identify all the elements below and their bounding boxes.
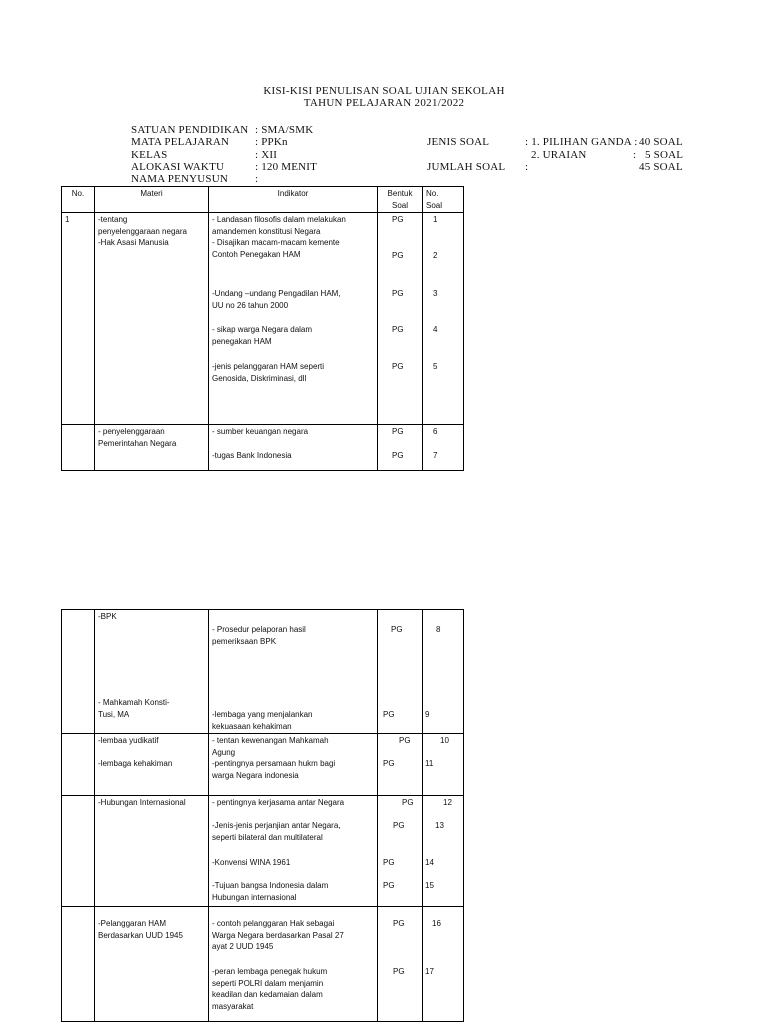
bentuk-value: PG [383, 759, 395, 768]
bentuk-value: PG [392, 289, 404, 298]
alokasi-value: : 120 MENIT [255, 161, 318, 173]
jenis-pg-value: 40 SOAL [639, 136, 683, 148]
bentuk-value: PG [383, 881, 395, 890]
indikator-text: -Undang –undang Pengadilan HAM, UU no 26 tahun 2000 [212, 289, 341, 310]
nomor-value: 12 [443, 798, 452, 807]
indikator-text: -Jenis-jenis perjanjian antar Negara, seperti bilateral dan multilateral [212, 821, 341, 842]
materi-text: -tentang penyelenggaraan negara -Hak Asasi Manusia [98, 215, 187, 247]
document-subtitle: TAHUN PELAJARAN 2021/2022 [303, 97, 465, 109]
header-no-soal: No. Soal [423, 187, 464, 213]
indikator-text: -jenis pelanggaran HAM seperti Genosida, Diskriminasi, dll [212, 362, 325, 383]
kisi-table-1 [61, 186, 464, 471]
cell-bentuk [378, 213, 423, 425]
table-row [62, 213, 464, 425]
bentuk-value: PG [392, 427, 404, 436]
cell-materi [95, 425, 209, 471]
materi-text: - penyelenggaraan Pemerintahan Negara [98, 427, 177, 448]
nama-label: NAMA PENYUSUN [131, 173, 229, 185]
cell-no [62, 425, 95, 471]
satuan-label: SATUAN PENDIDIKAN [131, 124, 249, 136]
table-row [62, 796, 464, 907]
cell-no [62, 907, 95, 1022]
cell-indikator [209, 907, 378, 1022]
cell-nomor [423, 610, 464, 734]
nomor-value: 17 [425, 967, 434, 976]
cell-bentuk [378, 425, 423, 471]
jumlah-value: 45 SOAL [639, 161, 683, 173]
cell-bentuk [378, 734, 423, 796]
cell-materi [95, 796, 209, 907]
header-indikator: Indikator [209, 187, 378, 213]
indikator-text: -Konvensi WINA 1961 [212, 858, 291, 867]
cell-nomor [423, 213, 464, 425]
row-number: 1 [65, 215, 70, 224]
indikator-text: -pentingnya persamaan hukm bagi warga Negara indonesia [212, 759, 336, 780]
header-no: No. [62, 187, 95, 213]
cell-no [62, 796, 95, 907]
indikator-text: - sumber keuangan negara [212, 427, 309, 436]
nomor-value: 6 [433, 427, 438, 436]
cell-indikator [209, 610, 378, 734]
bentuk-value: PG [392, 215, 404, 224]
bentuk-value: PG [392, 451, 404, 460]
mapel-label: MATA PELAJARAN [131, 136, 230, 148]
indikator-text: - contoh pelanggaran Hak sebagai Warga Negara berdasarkan Pasal 27 ayat 2 UUD 1945 [212, 919, 344, 951]
bentuk-value: PG [393, 967, 405, 976]
nomor-value: 15 [425, 881, 434, 890]
cell-bentuk [378, 796, 423, 907]
nomor-value: 14 [425, 858, 434, 867]
jenis-label: JENIS SOAL [427, 136, 490, 148]
kisi-table-2 [61, 609, 464, 1022]
cell-nomor [423, 907, 464, 1022]
nomor-value: 5 [433, 362, 438, 371]
cell-materi [95, 734, 209, 796]
indikator-text: - Landasan filosofis dalam melakukan amandemen konstitusi Negara [212, 215, 346, 236]
bentuk-value: PG [391, 625, 403, 634]
alokasi-label: ALOKASI WAKTU [131, 161, 225, 173]
cell-nomor [423, 425, 464, 471]
nomor-value: 1 [433, 215, 438, 224]
bentuk-value: PG [402, 798, 414, 807]
materi-text: -Hubungan Internasional [98, 798, 186, 807]
indikator-text: - tentan kewenangan Mahkamah Agung [212, 736, 329, 757]
nama-value: : [255, 173, 259, 185]
materi-text: -lembaa yudikatif [98, 736, 159, 745]
table-header-row [62, 187, 464, 213]
cell-materi [95, 213, 209, 425]
nomor-value: 10 [440, 736, 449, 745]
cell-materi [95, 610, 209, 734]
mapel-value: : PPKn [255, 136, 288, 148]
table-row [62, 425, 464, 471]
cell-no [62, 610, 95, 734]
bentuk-value: PG [383, 710, 395, 719]
nomor-value: 3 [433, 289, 438, 298]
bentuk-value: PG [383, 858, 395, 867]
bentuk-value: PG [392, 325, 404, 334]
kelas-value: : XII [255, 149, 278, 161]
cell-no [62, 734, 95, 796]
uraian-value: 5 SOAL [645, 149, 684, 161]
bentuk-value: PG [393, 919, 405, 928]
nomor-value: 4 [433, 325, 438, 334]
document-title: KISI-KISI PENULISAN SOAL UJIAN SEKOLAH [263, 85, 505, 97]
materi-text: -lembaga kehakiman [98, 759, 173, 768]
indikator-text: - Prosedur pelaporan hasil pemeriksaan BPK [212, 625, 306, 646]
materi-text: - Mahkamah Konsti- Tusi, MA [98, 698, 170, 719]
nomor-value: 16 [432, 919, 441, 928]
jenis-colon: : 1. PILIHAN GANDA : [525, 136, 638, 148]
cell-bentuk [378, 907, 423, 1022]
table-row [62, 734, 464, 796]
cell-indikator [209, 734, 378, 796]
uraian-colon: : [633, 149, 637, 161]
indikator-text: -tugas Bank Indonesia [212, 451, 292, 460]
indikator-text: -Tujuan bangsa Indonesia dalam Hubungan internasional [212, 881, 329, 902]
bentuk-value: PG [399, 736, 411, 745]
kelas-label: KELAS [131, 149, 168, 161]
cell-no [62, 213, 95, 425]
nomor-value: 7 [433, 451, 438, 460]
cell-materi [95, 907, 209, 1022]
table-row [62, 907, 464, 1022]
indikator-text: - sikap warga Negara dalam penegakan HAM [212, 325, 313, 346]
bentuk-value: PG [393, 821, 405, 830]
header-bentuk-soal: Bentuk Soal [378, 187, 423, 213]
indikator-text: -peran lembaga penegak hukum seperti POLRI dalam menjamin keadilan dan kedamaian dalam masyarakat [212, 967, 328, 1011]
uraian-label: 2. URAIAN [531, 149, 587, 161]
indikator-text: - pentingnya kerjasama antar Negara [212, 798, 345, 807]
jumlah-label: JUMLAH SOAL [427, 161, 506, 173]
nomor-value: 13 [435, 821, 444, 830]
cell-nomor [423, 796, 464, 907]
indikator-text: - Disajikan macam-macam kemente Contoh Penegakan HAM [212, 238, 340, 259]
materi-text: -BPK [98, 612, 117, 621]
nomor-value: 2 [433, 251, 438, 260]
table-row [62, 610, 464, 734]
cell-indikator [209, 425, 378, 471]
cell-nomor [423, 734, 464, 796]
cell-indikator [209, 796, 378, 907]
cell-indikator [209, 213, 378, 425]
jumlah-colon: : [525, 161, 529, 173]
nomor-value: 8 [436, 625, 441, 634]
bentuk-value: PG [392, 251, 404, 260]
nomor-value: 9 [425, 710, 430, 719]
indikator-text: -lembaga yang menjalankan kekuasaan kehakiman [212, 710, 313, 731]
materi-text: -Pelanggaran HAM Berdasarkan UUD 1945 [98, 919, 183, 940]
cell-bentuk [378, 610, 423, 734]
bentuk-value: PG [392, 362, 404, 371]
nomor-value: 11 [425, 759, 434, 768]
satuan-value: : SMA/SMK [255, 124, 314, 136]
header-materi: Materi [95, 187, 209, 213]
